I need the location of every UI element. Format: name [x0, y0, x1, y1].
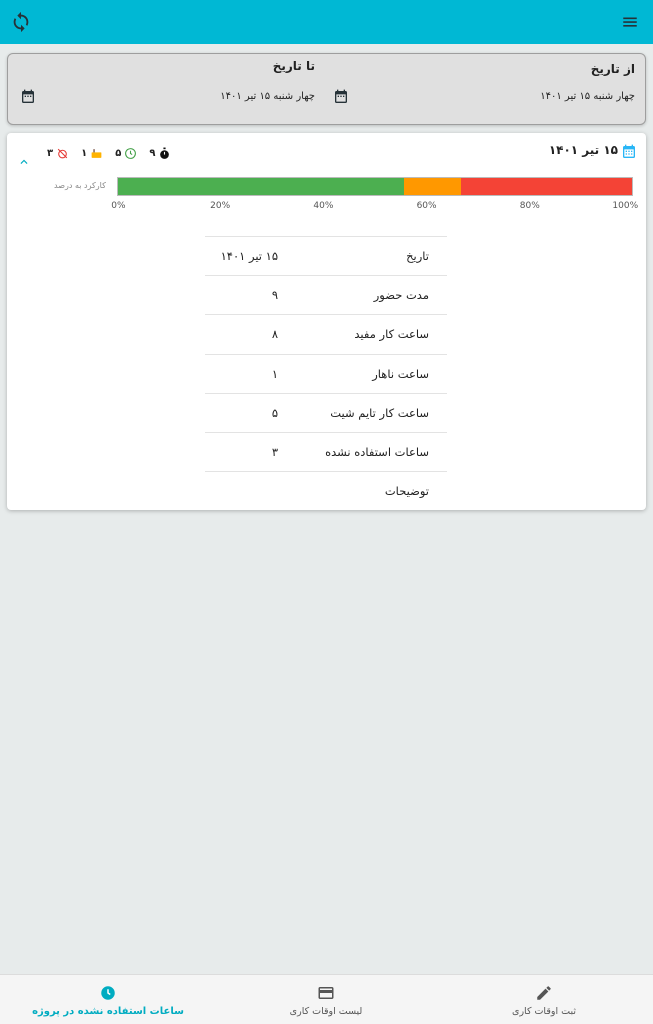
from-date-value[interactable]: چهار شنبه ۱۵ تیر ۱۴۰۱ — [540, 91, 635, 102]
refresh-icon[interactable] — [10, 11, 32, 33]
nav-label: ساعات استفاده نشده در پروژه — [32, 1006, 184, 1017]
detail-value: ۹ — [271, 288, 278, 303]
chart-axis-label: کارکرد به درصد — [54, 181, 106, 190]
bar-segment-2 — [461, 178, 632, 195]
day-card — [7, 133, 646, 510]
stats-row — [47, 145, 171, 161]
x-tick-label: 40% — [313, 201, 334, 211]
x-tick-label: 20% — [210, 201, 231, 211]
detail-row — [205, 393, 447, 432]
detail-row — [205, 276, 447, 315]
bar-segment-1 — [404, 178, 461, 195]
to-date-label: تا تاریخ — [272, 59, 315, 73]
pencil-icon — [535, 984, 553, 1002]
menu-icon[interactable] — [621, 13, 639, 31]
unused-hours-value: ۳ — [47, 147, 54, 159]
nav-work-hours-list[interactable] — [226, 975, 426, 1024]
nav-record-work-hours[interactable] — [444, 975, 644, 1024]
card-date: ۱۵ تیر ۱۴۰۱ — [548, 143, 618, 157]
lunch-hours-value: ۱ — [81, 147, 88, 159]
x-tick-label: 0% — [111, 201, 126, 211]
bar-segment-0 — [118, 178, 404, 195]
chevron-up-icon[interactable] — [17, 155, 31, 169]
clock-icon — [99, 984, 117, 1002]
detail-value: ۳ — [271, 445, 278, 460]
detail-label: ساعت ناهار — [372, 366, 429, 381]
details-table — [205, 236, 447, 511]
alarm-off-icon — [56, 147, 69, 160]
detail-value: ۱ — [271, 366, 278, 381]
detail-label: ساعت کار تایم شیت — [330, 405, 429, 420]
from-date-label: از تاریخ — [590, 62, 635, 76]
nav-unused-project-hours[interactable] — [8, 975, 208, 1024]
calendar-icon — [621, 144, 637, 160]
detail-label: مدت حضور — [373, 288, 429, 303]
presence-hours-value: ۹ — [149, 147, 156, 159]
detail-label: ساعت کار مفید — [354, 327, 429, 342]
detail-value: ۸ — [271, 327, 278, 342]
to-date-value[interactable]: چهار شنبه ۱۵ تیر ۱۴۰۱ — [220, 91, 315, 102]
detail-row — [205, 237, 447, 276]
app-bar — [0, 0, 653, 44]
detail-row — [205, 315, 447, 354]
date-range-filter — [7, 53, 646, 125]
stopwatch-icon — [158, 147, 171, 160]
x-tick-label: 80% — [519, 201, 540, 211]
x-tick-label: 60% — [416, 201, 437, 211]
from-calendar-icon[interactable] — [333, 89, 349, 105]
stacked-bar — [117, 177, 633, 196]
x-tick-label: 100% — [612, 201, 639, 211]
nav-label: ثبت اوقات کاری — [512, 1006, 576, 1017]
detail-value: ۵ — [271, 405, 278, 420]
detail-value: ۱۵ تیر ۱۴۰۱ — [220, 249, 278, 264]
detail-value — [205, 472, 282, 511]
detail-label: تاریخ — [406, 249, 429, 264]
food-icon — [90, 147, 103, 160]
nav-label: لیست اوقات کاری — [289, 1006, 363, 1017]
card-icon — [317, 984, 335, 1002]
bottom-navigation — [0, 974, 653, 1024]
detail-row — [205, 432, 447, 471]
clock-icon — [124, 147, 137, 160]
useful-hours-value: ۵ — [115, 147, 122, 159]
detail-label: ساعات استفاده نشده — [325, 445, 429, 460]
detail-label: توضیحات — [384, 484, 429, 499]
to-calendar-icon[interactable] — [20, 89, 36, 105]
x-axis-ticks — [111, 201, 639, 213]
detail-row — [205, 354, 447, 393]
detail-row — [205, 472, 447, 511]
